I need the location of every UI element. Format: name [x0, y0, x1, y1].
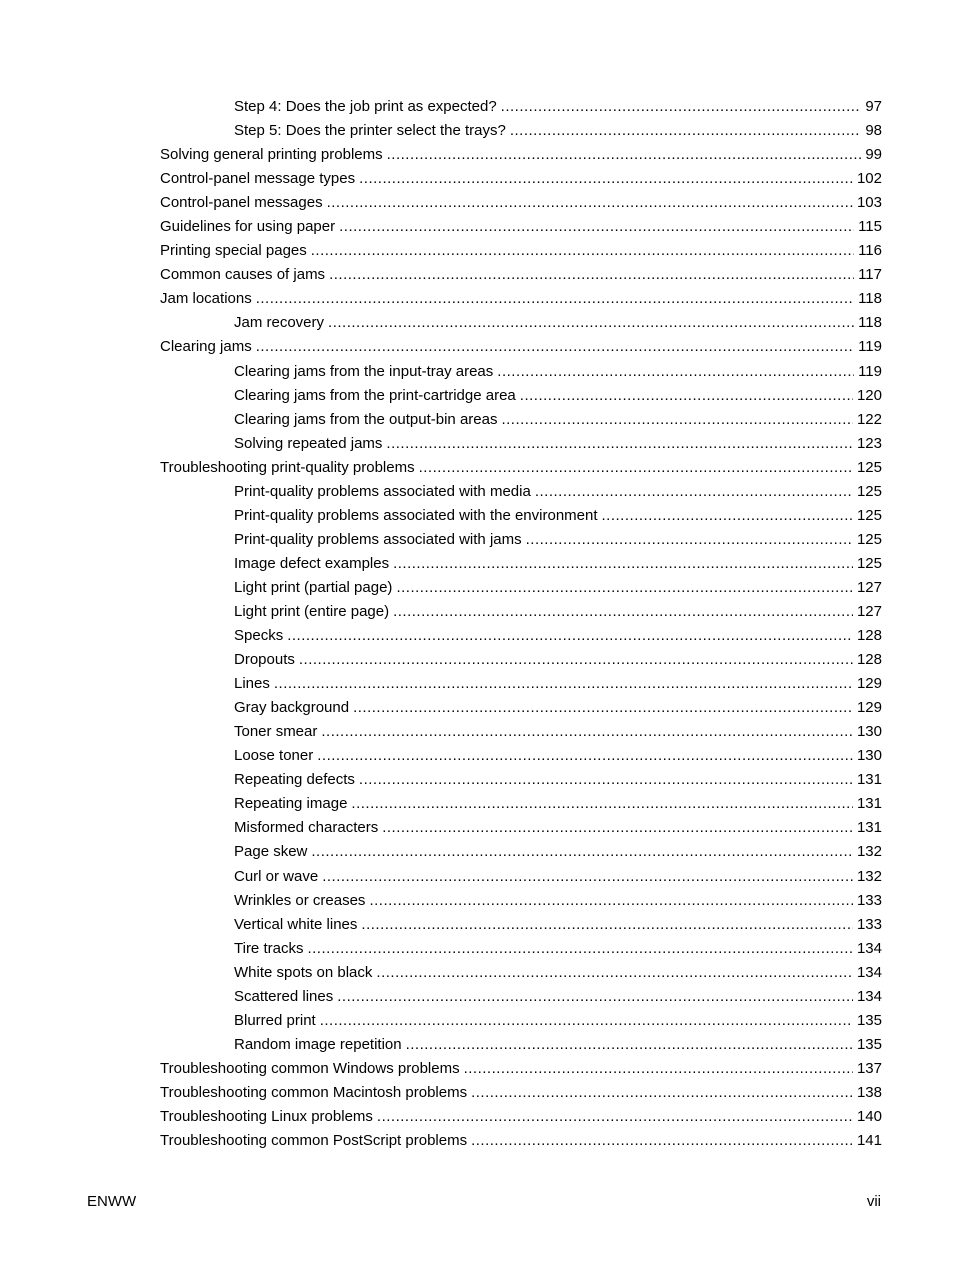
- toc-entry-page-number: 118: [858, 290, 882, 308]
- dot-leader: [382, 816, 853, 840]
- toc-entry[interactable]: [234, 384, 882, 408]
- toc-entry-page-number: 141: [856, 1132, 882, 1150]
- toc-entry-title: Scattered lines: [234, 987, 334, 1005]
- toc-entry-page-number: 131: [856, 819, 882, 837]
- toc-entry-page-number: 125: [856, 530, 882, 548]
- toc-entry[interactable]: [234, 311, 882, 335]
- toc-entry-page-number: 119: [858, 338, 882, 356]
- toc-entry-title: Troubleshooting common Macintosh problems: [160, 1083, 468, 1101]
- toc-entry-page-number: 129: [856, 675, 882, 693]
- toc-entry[interactable]: [160, 215, 882, 239]
- toc-entry-title: Loose toner: [234, 747, 314, 765]
- dot-leader: [361, 913, 853, 937]
- toc-entry-page-number: 118: [858, 314, 882, 332]
- toc-entry[interactable]: [234, 600, 882, 624]
- toc-entry[interactable]: [234, 961, 882, 985]
- toc-entry-title: Solving repeated jams: [234, 434, 383, 452]
- toc-entry-page-number: 127: [856, 578, 882, 596]
- toc-entry[interactable]: [234, 744, 882, 768]
- page-number: vii: [866, 1193, 881, 1210]
- dot-leader: [311, 840, 853, 864]
- toc-entry-title: Troubleshooting Linux problems: [160, 1107, 373, 1125]
- toc-entry-title: Repeating image: [234, 795, 348, 813]
- toc-entry-page-number: 123: [856, 434, 882, 452]
- toc-entry-page-number: 137: [856, 1059, 882, 1077]
- toc-entry-title: Vertical white lines: [234, 915, 358, 933]
- dot-leader: [471, 1129, 853, 1153]
- toc-entry[interactable]: [160, 191, 882, 215]
- toc-entry[interactable]: [234, 865, 882, 889]
- toc-entry-page-number: 129: [856, 699, 882, 717]
- dot-leader: [419, 456, 853, 480]
- toc-entry[interactable]: [234, 95, 882, 119]
- toc-entry-title: Troubleshooting print-quality problems: [160, 458, 415, 476]
- table-of-contents: [0, 95, 954, 1153]
- toc-entry[interactable]: [160, 239, 882, 263]
- dot-leader: [535, 480, 853, 504]
- toc-entry-page-number: 125: [856, 458, 882, 476]
- toc-entry-title: Clearing jams from the input-tray areas: [234, 362, 494, 380]
- dot-leader: [320, 1009, 853, 1033]
- toc-entry[interactable]: [234, 504, 882, 528]
- toc-entry-title: Print-quality problems associated with media: [234, 482, 531, 500]
- dot-leader: [337, 985, 853, 1009]
- toc-entry[interactable]: [234, 672, 882, 696]
- toc-entry-title: Wrinkles or creases: [234, 891, 366, 909]
- dot-leader: [386, 432, 853, 456]
- toc-entry-title: Light print (entire page): [234, 602, 390, 620]
- dot-leader: [274, 672, 853, 696]
- toc-entry-title: Clearing jams from the print-cartridge area: [234, 386, 516, 404]
- toc-entry-page-number: 119: [858, 362, 882, 380]
- toc-entry-title: Troubleshooting common PostScript problems: [160, 1132, 468, 1150]
- dot-leader: [339, 215, 854, 239]
- dot-leader: [376, 961, 853, 985]
- toc-entry-page-number: 127: [856, 602, 882, 620]
- toc-entry[interactable]: [160, 1081, 882, 1105]
- toc-entry-title: Random image repetition: [234, 1035, 402, 1053]
- toc-entry-page-number: 117: [858, 266, 882, 284]
- toc-entry[interactable]: [234, 792, 882, 816]
- dot-leader: [311, 239, 854, 263]
- toc-entry-title: Clearing jams from the output-bin areas: [234, 410, 498, 428]
- toc-entry[interactable]: [160, 1105, 882, 1129]
- dot-leader: [501, 408, 853, 432]
- toc-entry[interactable]: [160, 263, 882, 287]
- dot-leader: [497, 360, 854, 384]
- dot-leader: [501, 95, 862, 119]
- toc-entry-page-number: 140: [856, 1107, 882, 1125]
- dot-leader: [351, 792, 853, 816]
- toc-entry-page-number: 120: [856, 386, 882, 404]
- toc-entry-page-number: 130: [856, 747, 882, 765]
- toc-entry[interactable]: [234, 985, 882, 1009]
- toc-entry[interactable]: [234, 889, 882, 913]
- toc-entry[interactable]: [234, 119, 882, 143]
- toc-entry[interactable]: [234, 576, 882, 600]
- toc-entry-page-number: 128: [856, 627, 882, 645]
- dot-leader: [321, 720, 853, 744]
- dot-leader: [387, 143, 862, 167]
- toc-entry[interactable]: [234, 408, 882, 432]
- toc-entry-title: Blurred print: [234, 1011, 316, 1029]
- dot-leader: [287, 624, 853, 648]
- toc-entry-title: Dropouts: [234, 651, 295, 669]
- toc-entry[interactable]: [234, 480, 882, 504]
- dot-leader: [299, 648, 853, 672]
- toc-entry-title: Jam recovery: [234, 314, 325, 332]
- dot-leader: [329, 263, 854, 287]
- toc-entry-page-number: 130: [856, 723, 882, 741]
- toc-entry[interactable]: [234, 432, 882, 456]
- toc-entry[interactable]: [234, 1009, 882, 1033]
- toc-entry-title: Misformed characters: [234, 819, 379, 837]
- dot-leader: [471, 1081, 853, 1105]
- toc-entry-title: Lines: [234, 675, 270, 693]
- dot-leader: [393, 600, 853, 624]
- toc-entry-page-number: 138: [856, 1083, 882, 1101]
- toc-entry[interactable]: [160, 456, 882, 480]
- toc-entry-page-number: 132: [856, 867, 882, 885]
- toc-entry-page-number: 131: [856, 795, 882, 813]
- toc-entry-page-number: 134: [856, 987, 882, 1005]
- toc-entry[interactable]: [234, 768, 882, 792]
- toc-entry-title: Step 4: Does the job print as expected?: [234, 98, 497, 115]
- toc-entry-title: Print-quality problems associated with the environment: [234, 506, 598, 524]
- toc-entry-title: Clearing jams: [160, 338, 252, 356]
- dot-leader: [317, 744, 853, 768]
- dot-leader: [322, 865, 853, 889]
- toc-entry[interactable]: [160, 335, 882, 359]
- toc-entry-page-number: 97: [865, 98, 882, 115]
- toc-entry-page-number: 102: [856, 170, 882, 188]
- toc-entry-page-number: 135: [856, 1035, 882, 1053]
- toc-entry-title: White spots on black: [234, 963, 373, 981]
- toc-entry-title: Specks: [234, 627, 284, 645]
- dot-leader: [327, 191, 853, 215]
- toc-entry[interactable]: [234, 360, 882, 384]
- toc-entry[interactable]: [234, 648, 882, 672]
- toc-entry-page-number: 132: [856, 843, 882, 861]
- toc-entry-page-number: 133: [856, 891, 882, 909]
- toc-entry-title: Troubleshooting common Windows problems: [160, 1059, 460, 1077]
- toc-entry[interactable]: [234, 624, 882, 648]
- dot-leader: [307, 937, 853, 961]
- dot-leader: [256, 335, 854, 359]
- toc-entry-page-number: 125: [856, 506, 882, 524]
- toc-entry[interactable]: [234, 528, 882, 552]
- toc-entry-title: Light print (partial page): [234, 578, 393, 596]
- dot-leader: [406, 1033, 853, 1057]
- toc-entry-page-number: 125: [856, 482, 882, 500]
- toc-entry-page-number: 135: [856, 1011, 882, 1029]
- toc-entry-title: Control-panel messages: [160, 194, 323, 212]
- toc-entry-page-number: 125: [856, 554, 882, 572]
- toc-entry-title: Page skew: [234, 843, 308, 861]
- dot-leader: [369, 889, 853, 913]
- dot-leader: [526, 528, 853, 552]
- toc-entry-title: Jam locations: [160, 290, 252, 308]
- dot-leader: [353, 696, 853, 720]
- toc-entry-page-number: 115: [858, 218, 882, 236]
- dot-leader: [393, 552, 853, 576]
- dot-leader: [328, 311, 854, 335]
- toc-entry-title: Print-quality problems associated with jams: [234, 530, 522, 548]
- toc-entry[interactable]: [160, 1057, 882, 1081]
- dot-leader: [602, 504, 853, 528]
- toc-entry-title: Gray background: [234, 699, 350, 717]
- toc-entry-title: Solving general printing problems: [160, 146, 383, 164]
- toc-entry-title: Repeating defects: [234, 771, 355, 789]
- dot-leader: [464, 1057, 853, 1081]
- dot-leader: [396, 576, 853, 600]
- dot-leader: [377, 1105, 853, 1129]
- toc-entry-title: Image defect examples: [234, 554, 390, 572]
- toc-entry[interactable]: [234, 552, 882, 576]
- toc-entry-page-number: 122: [856, 410, 882, 428]
- toc-entry[interactable]: [234, 696, 882, 720]
- toc-entry[interactable]: [234, 720, 882, 744]
- toc-entry[interactable]: [160, 287, 882, 311]
- toc-entry-page-number: 134: [856, 963, 882, 981]
- toc-entry[interactable]: [234, 913, 882, 937]
- toc-entry-title: Step 5: Does the printer select the trays?: [234, 122, 506, 140]
- toc-entry-title: Guidelines for using paper: [160, 218, 336, 236]
- toc-entry-title: Control-panel message types: [160, 170, 356, 188]
- toc-entry[interactable]: [160, 1129, 882, 1153]
- toc-entry-page-number: 128: [856, 651, 882, 669]
- toc-entry-page-number: 103: [856, 194, 882, 212]
- dot-leader: [359, 167, 853, 191]
- toc-entry-page-number: 134: [856, 939, 882, 957]
- toc-entry[interactable]: [234, 937, 882, 961]
- toc-entry-title: Common causes of jams: [160, 266, 326, 284]
- toc-entry-page-number: 98: [865, 122, 882, 140]
- toc-entry[interactable]: [234, 816, 882, 840]
- toc-entry[interactable]: [160, 167, 882, 191]
- toc-entry-title: Toner smear: [234, 723, 318, 741]
- footer-label: ENWW: [87, 1193, 137, 1210]
- toc-entry[interactable]: [234, 840, 882, 864]
- toc-entry-page-number: 116: [858, 242, 882, 260]
- toc-entry[interactable]: [234, 1033, 882, 1057]
- toc-entry-title: Tire tracks: [234, 939, 304, 957]
- toc-entry-title: Printing special pages: [160, 242, 307, 260]
- toc-entry-page-number: 99: [865, 146, 882, 164]
- toc-entry[interactable]: [160, 143, 882, 167]
- dot-leader: [520, 384, 853, 408]
- dot-leader: [510, 119, 862, 143]
- toc-entry-page-number: 133: [856, 915, 882, 933]
- dot-leader: [256, 287, 854, 311]
- dot-leader: [359, 768, 853, 792]
- toc-entry-title: Curl or wave: [234, 867, 319, 885]
- toc-entry-page-number: 131: [856, 771, 882, 789]
